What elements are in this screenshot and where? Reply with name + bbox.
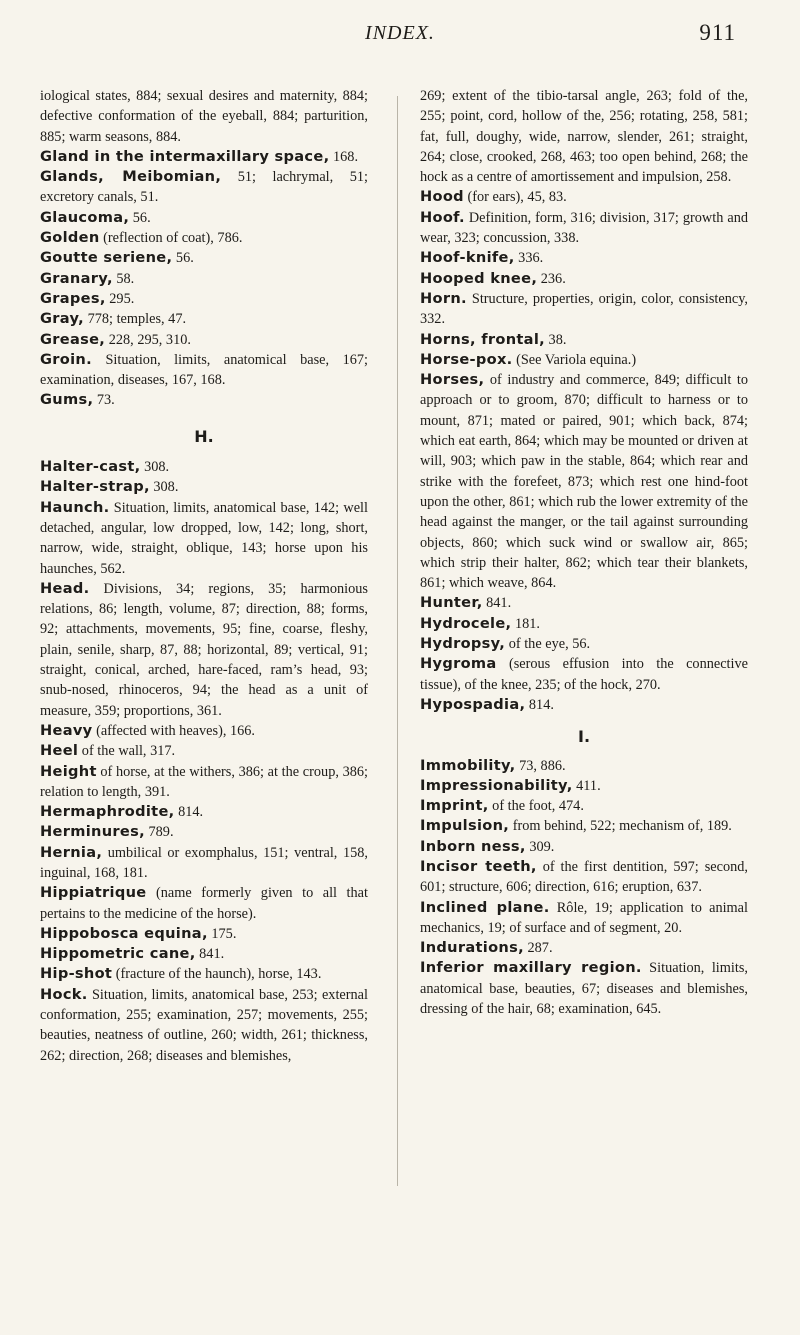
- index-term: Haunch.: [40, 498, 110, 516]
- index-description: (serous effusion into the connective tissue), of the knee, 235; of the hock, 270.: [420, 656, 748, 693]
- index-entry: [40, 762, 368, 803]
- index-term: Hooped knee,: [420, 269, 538, 287]
- index-term: Halter-strap,: [40, 478, 150, 496]
- index-description: 814.: [525, 696, 554, 713]
- page-header: [60, 14, 740, 54]
- index-description: 789.: [144, 824, 174, 841]
- index-description: Situation, limits, anatomical base, 142; well detached, angular, low dropped, low, 142; long, short, narrow, wide, straight, oblique, 143; horse upon his haunches, 562.: [40, 499, 368, 577]
- index-description: 38.: [544, 331, 567, 348]
- index-term: Granary,: [40, 269, 113, 287]
- index-term: Head.: [40, 579, 90, 597]
- index-term: Inclined plane.: [420, 898, 550, 916]
- index-entry: [40, 390, 368, 410]
- index-term: Goutte seriene,: [40, 249, 173, 267]
- index-description: 58.: [112, 270, 135, 287]
- index-description: umbilical or exomphalus, 151; ventral, 158, inguinal, 168, 181.: [40, 844, 368, 881]
- index-description: 56.: [129, 209, 151, 226]
- index-entry: [40, 167, 368, 208]
- index-entry: [40, 843, 368, 884]
- index-entry: [420, 370, 748, 593]
- index-entry: [420, 614, 748, 634]
- index-entry: [40, 208, 368, 228]
- index-description: Rôle, 19; application to animal mechanics, 19; of surface and of segment, 20.: [420, 899, 749, 936]
- index-entry: [420, 248, 748, 268]
- index-entry: [420, 796, 748, 816]
- index-entry: [420, 654, 748, 695]
- index-description: 228, 295, 310.: [105, 331, 191, 348]
- index-term: Hood: [420, 188, 464, 206]
- index-term: Hippometric cane,: [40, 945, 196, 963]
- index-term: Gland in the intermaxillary space,: [40, 147, 330, 165]
- index-description: 175.: [207, 925, 237, 942]
- index-description: 181.: [511, 615, 540, 632]
- index-term: Hypospadia,: [420, 695, 526, 713]
- index-term: Heavy: [40, 721, 93, 739]
- index-entry: [40, 477, 368, 497]
- index-description: 309.: [525, 838, 555, 855]
- index-term: Hippiatrique: [40, 884, 147, 902]
- index-entry: [40, 579, 368, 721]
- index-description: 236.: [537, 270, 566, 287]
- index-description: (fracture of the haunch), horse, 143.: [112, 966, 322, 983]
- index-term: Grapes,: [40, 289, 106, 307]
- index-entry: [420, 593, 748, 613]
- index-entry: [420, 958, 748, 1019]
- index-entry: [40, 269, 368, 289]
- index-term: Hip-shot: [40, 965, 113, 983]
- index-description: 56.: [172, 250, 194, 267]
- index-entry: [40, 86, 368, 147]
- index-description: Structure, properties, origin, color, consistency, 332.: [420, 290, 748, 328]
- index-description: (for ears), 45, 83.: [463, 189, 567, 206]
- index-entry: [420, 330, 748, 350]
- section-heading-i: I.: [577, 727, 591, 747]
- index-entry: [40, 721, 368, 741]
- index-description: 295.: [105, 290, 135, 307]
- index-description: 778; temples, 47.: [84, 311, 187, 328]
- index-term: Imprint,: [420, 797, 489, 815]
- index-term: Horn.: [420, 289, 467, 307]
- index-term: Horses,: [420, 371, 485, 389]
- index-entry: [420, 289, 748, 330]
- index-entry: [40, 741, 368, 761]
- index-term: Glands, Meibomian,: [40, 168, 222, 186]
- index-entry: [420, 816, 748, 836]
- index-description: of the foot, 474.: [488, 798, 584, 815]
- index-term: Incisor teeth,: [420, 857, 537, 875]
- running-head: INDEX.: [365, 22, 435, 44]
- index-description: Situation, limits, anatomical base, 167; examination, diseases, 167, 168.: [40, 351, 368, 389]
- index-term: Inferior maxillary region.: [420, 959, 642, 977]
- index-entry: [40, 309, 368, 329]
- left-column: [40, 86, 368, 1066]
- section-heading-h: H.: [194, 426, 214, 446]
- index-entry: [40, 147, 368, 167]
- index-entry: [40, 944, 368, 964]
- index-description: Situation, limits, anatomical base, 253; external conformation, 255; examination, 257; movements, 255; beauties, neatness of outline, 260; width, 261; thickness, 262; direction, 268; diseases and blemishes,: [40, 986, 368, 1064]
- index-description: (reflection of coat), 786.: [99, 230, 243, 247]
- index-description: 841.: [482, 595, 512, 612]
- index-term: Inborn ness,: [420, 837, 526, 855]
- index-term: Indurations,: [420, 939, 524, 957]
- index-term: Impressionability,: [420, 776, 573, 794]
- index-description: 287.: [523, 940, 553, 957]
- index-description: of the wall, 317.: [78, 743, 176, 760]
- index-entry: [40, 924, 368, 944]
- index-term: Grease,: [40, 330, 106, 348]
- index-term: Hunter,: [420, 594, 483, 612]
- index-entry: [420, 269, 748, 289]
- index-entry: [420, 634, 748, 654]
- index-term: Hernia,: [40, 843, 103, 861]
- index-description: 73.: [93, 392, 115, 409]
- index-entry: [40, 883, 368, 924]
- index-term: Glaucoma,: [40, 208, 130, 226]
- index-entry: [40, 289, 368, 309]
- index-description: of industry and commerce, 849; difficult to approach or to groom, 870; difficult to harness or to mount, 871; mated or paired, 901; which back, 874; which eat earth, 864; which may be mounted or driven at will, 903; which paw in the stable, 864; which rear and strike with the forefeet, 873; which rest one hind-foot upon the other, 861; which rub the lower extremity of the head against the manger, or the tail against surrounding objects, 860; which suck wind or swallow air, 865; which strip their halter, 862; which tear their blankets, 861; which weave, 864.: [420, 372, 748, 592]
- index-description: 841.: [195, 946, 225, 963]
- index-description: from behind, 522; mechanism of, 189.: [509, 818, 732, 835]
- index-description: (See Variola equina.): [512, 351, 637, 368]
- index-term: Hydrocele,: [420, 614, 512, 632]
- index-term: Hydropsy,: [420, 635, 506, 653]
- index-entry: [420, 776, 748, 796]
- index-description: 411.: [572, 777, 601, 794]
- index-term: Impulsion,: [420, 817, 510, 835]
- index-term: Hermaphrodite,: [40, 803, 175, 821]
- index-description: of horse, at the withers, 386; at the croup, 386; relation to length, 391.: [40, 763, 368, 800]
- index-term: Golden: [40, 229, 100, 247]
- index-entry: [40, 330, 368, 350]
- index-entry: [40, 802, 368, 822]
- index-term: Horse-pox.: [420, 350, 513, 368]
- index-description: of the first dentition, 597; second, 601; structure, 606; direction, 616; eruption, 637.: [420, 858, 748, 896]
- index-entry: [40, 228, 368, 248]
- index-entry: [40, 248, 368, 268]
- index-entry: [420, 187, 748, 207]
- index-entry: [420, 938, 748, 958]
- index-term: Heel: [40, 742, 79, 760]
- index-entry: [420, 695, 748, 715]
- index-description: (affected with heaves), 166.: [92, 722, 255, 739]
- index-term: Herminures,: [40, 823, 145, 841]
- index-term: Groin.: [40, 350, 92, 368]
- index-term: Hoof.: [420, 208, 465, 226]
- index-description: 336.: [514, 250, 544, 267]
- index-entry: [40, 964, 368, 984]
- index-description: Definition, form, 316; division, 317; growth and wear, 323; concussion, 338.: [420, 209, 748, 247]
- index-term: Gray,: [40, 310, 84, 328]
- index-entry: [420, 898, 748, 939]
- index-description: Situation, limits, anatomical base, beauties, 67; diseases and blemishes, dressing of the hair, 68; examination, 645.: [420, 960, 748, 1018]
- index-entry: [40, 822, 368, 842]
- index-entry: [420, 86, 748, 187]
- index-term: Hippobosca equina,: [40, 924, 208, 942]
- index-entry: [420, 756, 748, 776]
- index-description: 51; lachrymal, 51; excretory canals, 51.: [40, 169, 368, 206]
- index-description: 269; extent of the tibio-tarsal angle, 263; fold of the, 255; point, cord, hollow of the, 256; rotating, 258, 581; fat, full, doughy, wide, narrow, slender, 261; straight, 264; close, crooked, 268, 463; too open behind, 268; the hock as a centre of amortissement and impulsion, 258.: [420, 88, 748, 186]
- index-entry: [420, 837, 748, 857]
- index-description: 308.: [149, 479, 179, 496]
- index-entry: [40, 350, 368, 391]
- index-description: of the eye, 56.: [505, 636, 591, 653]
- index-term: Immobility,: [420, 756, 516, 774]
- index-description: 73, 886.: [515, 757, 566, 774]
- index-term: Hygroma: [420, 655, 497, 673]
- index-description: 814.: [174, 804, 204, 821]
- index-entry: [40, 985, 368, 1066]
- index-description: Divisions, 34; regions, 35; harmonious relations, 86; length, volume, 87; direction, 88; forms, 92; attachments, movements, 95; fine, coarse, fleshy, plain, senile, sharp, 87, 88; horizontal, 89; vertical, 91; straight, conical, arched, hare-faced, ram’s head, 93; snub-nosed, rhinoceros, 94; the head as a unit of measure, 359; proportions, 361.: [40, 580, 368, 719]
- right-column: [420, 86, 748, 1019]
- index-term: Hock.: [40, 985, 88, 1003]
- index-entry: [40, 498, 368, 579]
- index-description: (name formerly given to all that pertains to the medicine of the horse).: [40, 885, 368, 922]
- page-number: 911: [699, 20, 736, 45]
- column-rule: [397, 96, 398, 1186]
- index-term: Hoof-knife,: [420, 249, 515, 267]
- index-description: 308.: [140, 459, 170, 476]
- index-term: Height: [40, 762, 97, 780]
- index-description: 168.: [329, 148, 359, 165]
- index-entry: [40, 457, 368, 477]
- index-term: Halter-cast,: [40, 458, 141, 476]
- index-entry: [420, 350, 748, 370]
- index-entry: [420, 857, 748, 898]
- index-term: Horns, frontal,: [420, 330, 545, 348]
- index-term: Gums,: [40, 391, 94, 409]
- index-description: iological states, 884; sexual desires and maternity, 884; defective conformation of the eyeball, 884; parturition, 885; warm seasons, 884.: [40, 88, 368, 145]
- index-entry: [420, 208, 748, 249]
